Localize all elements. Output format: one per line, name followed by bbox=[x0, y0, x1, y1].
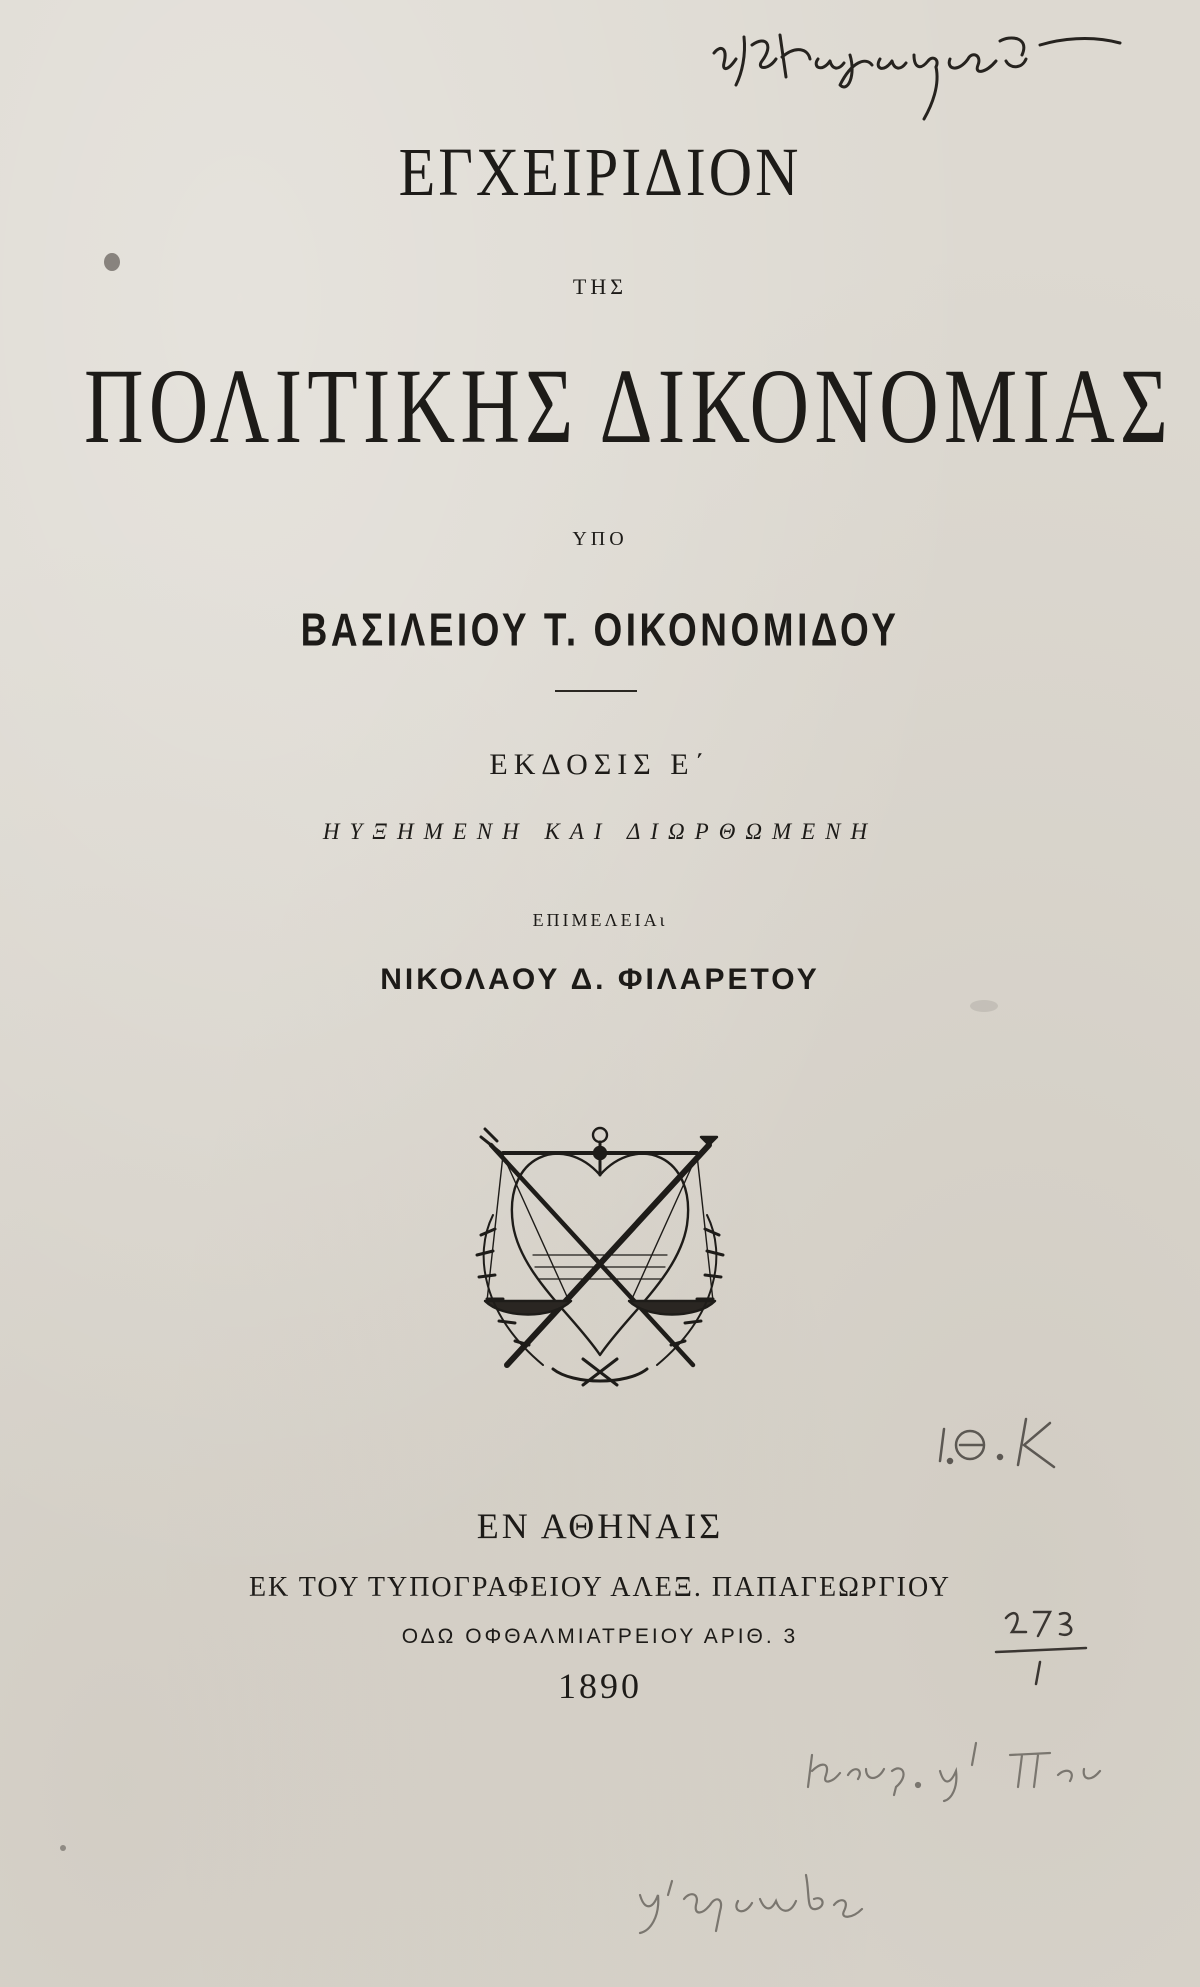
handwritten-signature bbox=[700, 15, 1130, 130]
editor-name: ΝΙΚΟΛΑΟΥ Δ. ΦΙΛΑΡΕΤΟΥ bbox=[380, 963, 820, 996]
book-title-line1: ΕΓΧΕΙΡΙΔΙΟΝ bbox=[398, 133, 802, 210]
edition-label: ΕΚΔΟΣΙΣ Ε΄ bbox=[489, 748, 711, 781]
ink-spot bbox=[60, 1845, 66, 1851]
ink-spot bbox=[970, 1000, 998, 1012]
handwritten-note-2 bbox=[990, 1600, 1100, 1710]
handwritten-note-3 bbox=[800, 1735, 1130, 1805]
handwritten-note-1 bbox=[930, 1405, 1110, 1475]
book-title-main: ΠΟΛΙΤΙΚΗΣ ΔΙΚΟΝΟΜΙΑΣ bbox=[84, 345, 1174, 466]
place-of-publication: ΕΝ ΑΘΗΝΑΙΣ bbox=[476, 1506, 724, 1546]
author-name: ΒΑΣΙΛΕΙΟΥ Τ. ΟΙΚΟΝΟΜΙΔΟΥ bbox=[300, 603, 900, 656]
publication-year: 1890 bbox=[558, 1666, 642, 1706]
scales-of-justice-emblem-icon bbox=[463, 1115, 737, 1390]
handwritten-note-4 bbox=[620, 1865, 900, 1945]
printer-name: ΕΚ ΤΟΥ ΤΥΠΟΓΡΑΦΕΙΟΥ ΑΛΕΞ. ΠΑΠΑΓΕΩΡΓΙΟΥ bbox=[248, 1572, 952, 1603]
divider-rule bbox=[555, 690, 637, 692]
printer-address: ΟΔΩ ΟΦΘΑΛΜΙΑΤΡΕΙΟΥ ΑΡΙΘ. 3 bbox=[401, 1625, 799, 1648]
title-article: ΤΗΣ bbox=[572, 274, 628, 299]
ink-spot bbox=[104, 253, 120, 271]
by-label: ΥΠΟ bbox=[572, 528, 628, 550]
edition-note: ΗΥΞΗΜΕΝΗ ΚΑΙ ΔΙΩΡΘΩΜΕΝΗ bbox=[322, 819, 878, 844]
editor-label: ΕΠΙΜΕΛΕΙΑι bbox=[532, 910, 668, 930]
